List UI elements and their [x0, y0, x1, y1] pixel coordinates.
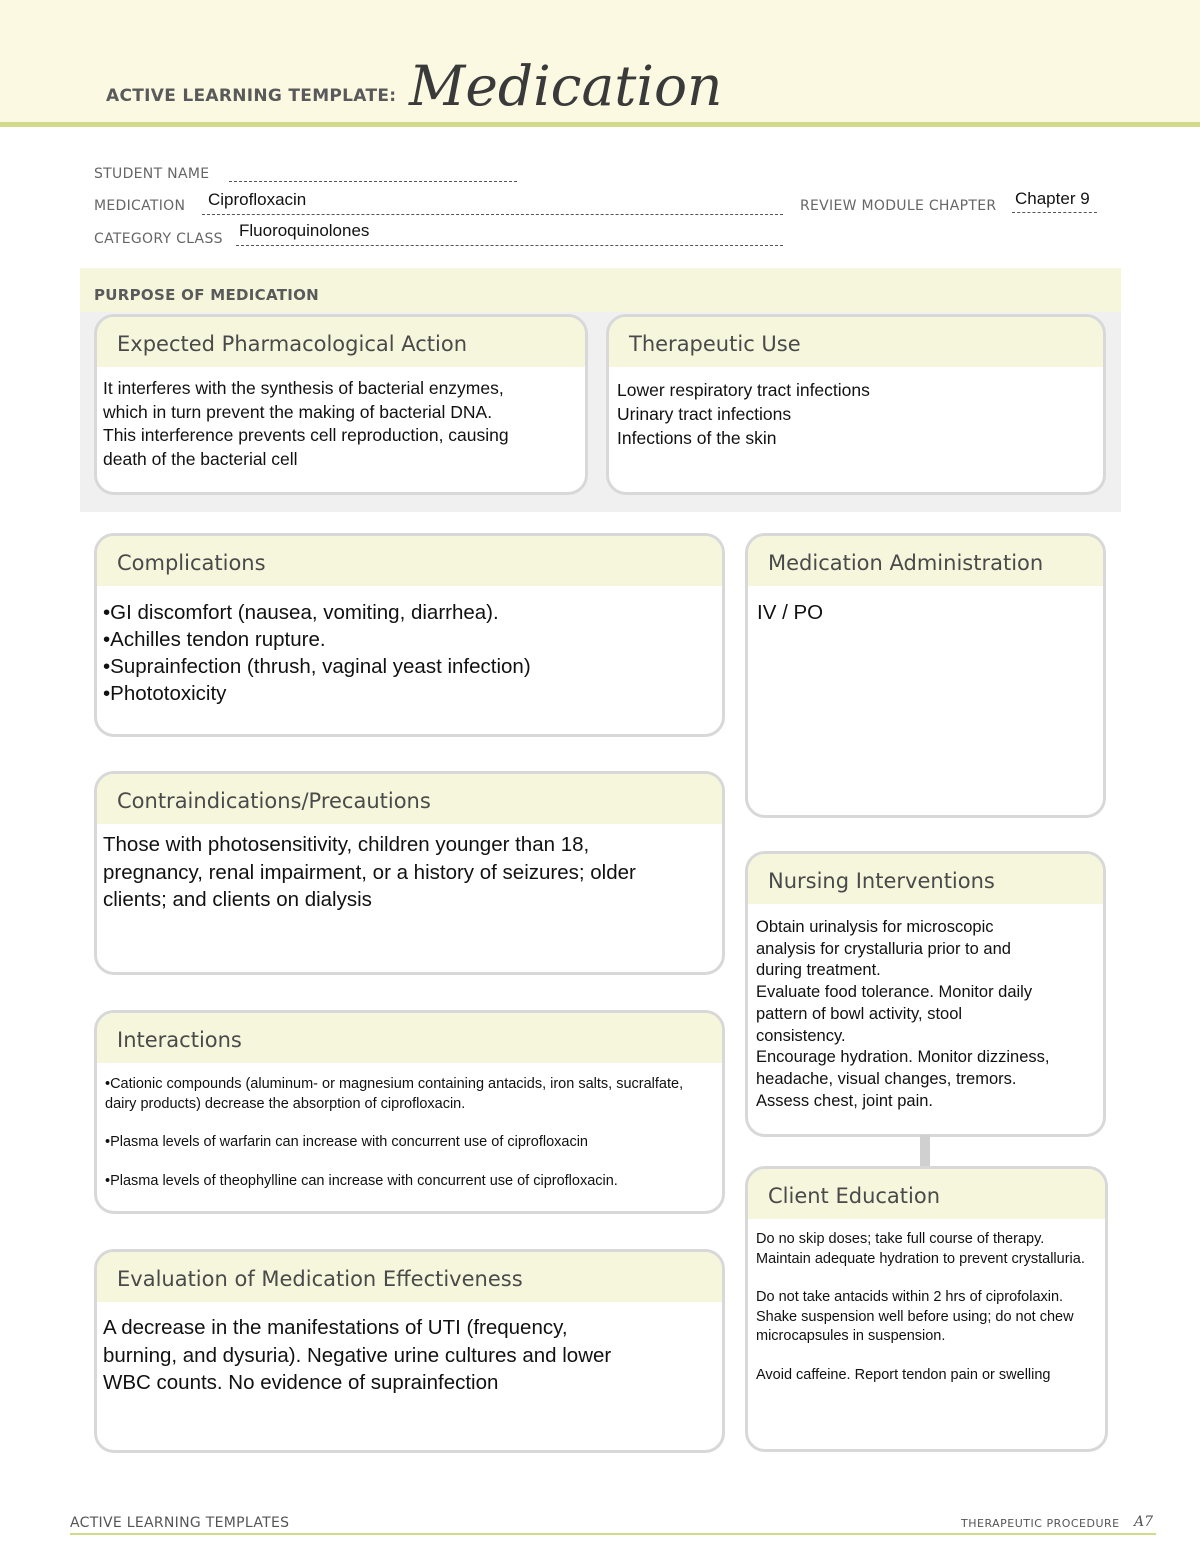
- purpose-label: PURPOSE OF MEDICATION: [94, 286, 320, 304]
- administration-content: [748, 586, 1103, 626]
- medication-value[interactable]: Ciprofloxacin: [208, 190, 307, 209]
- nursing-line: Encourage hydration. Monitor dizziness,: [756, 1048, 1050, 1067]
- review-module-line: [1012, 212, 1097, 213]
- evaluation-content: [97, 1302, 722, 1397]
- medication-label: MEDICATION: [94, 198, 186, 214]
- client-education-title: Client Education: [748, 1169, 1105, 1219]
- medication-line: [202, 214, 783, 215]
- header-rule: [0, 122, 1200, 127]
- client-education-box: [745, 1166, 1108, 1452]
- nursing-line: Assess chest, joint pain.: [756, 1091, 934, 1110]
- complication-item: •Suprainfection (thrush, vaginal yeast infection): [103, 655, 531, 678]
- footer-left-text: ACTIVE LEARNING TEMPLATES: [70, 1515, 290, 1531]
- footer-page-number: A7: [1134, 1514, 1154, 1530]
- nursing-line: during treatment.: [756, 961, 881, 980]
- complication-item: •Achilles tendon rupture.: [103, 628, 326, 651]
- nursing-line: Evaluate food tolerance. Monitor daily: [756, 983, 1033, 1002]
- nursing-line: headache, visual changes, tremors.: [756, 1069, 1017, 1088]
- expected-action-line: death of the bacterial cell: [103, 448, 298, 469]
- complications-content: [97, 586, 722, 707]
- page-title: Medication: [409, 54, 723, 118]
- footer-rule: [70, 1533, 1156, 1535]
- review-module-label: REVIEW MODULE CHAPTER: [800, 198, 997, 214]
- complications-box: [94, 533, 725, 737]
- administration-box: [745, 533, 1106, 818]
- contraindication-line: Those with photosensitivity, children younger than 18,: [103, 833, 590, 856]
- evaluation-line: burning, and dysuria). Negative urine cultures and lower: [103, 1343, 612, 1367]
- contraindications-title: Contraindications/Precautions: [97, 774, 722, 824]
- therapeutic-use-line: Urinary tract infections: [617, 404, 792, 424]
- contraindications-box: [94, 771, 725, 975]
- expected-action-line: It interferes with the synthesis of bacterial enzymes,: [103, 378, 504, 398]
- student-name-line[interactable]: [229, 181, 517, 182]
- interactions-box: [94, 1010, 725, 1214]
- category-class-line: [236, 245, 783, 246]
- therapeutic-use-content: [609, 367, 1103, 450]
- nursing-line: analysis for crystalluria prior to and: [756, 939, 1011, 958]
- contraindications-content: [97, 824, 722, 914]
- administration-route: IV / PO: [757, 601, 824, 624]
- expected-action-content: [97, 367, 585, 471]
- evaluation-box: [94, 1249, 725, 1453]
- footer-right-text: THERAPEUTIC PROCEDURE: [961, 1517, 1120, 1530]
- therapeutic-use-line: Infections of the skin: [617, 428, 777, 448]
- complication-item: •Phototoxicity: [103, 682, 227, 705]
- interactions-title: Interactions: [97, 1013, 722, 1063]
- administration-title: Medication Administration: [748, 536, 1103, 586]
- expected-action-line: This interference prevents cell reproduction, causing: [103, 425, 509, 445]
- evaluation-title: Evaluation of Medication Effectiveness: [97, 1252, 722, 1302]
- client-education-paragraph: Do not take antacids within 2 hrs of ciprofolaxin. Shake suspension well before using; do not chew microcapsules in suspension.: [756, 1289, 1074, 1344]
- expected-action-box: [94, 314, 588, 495]
- interactions-content: [97, 1063, 722, 1191]
- complications-title: Complications: [97, 536, 722, 586]
- nursing-line: Obtain urinalysis for microscopic: [756, 918, 994, 936]
- therapeutic-use-box: [606, 314, 1106, 495]
- template-label: ACTIVE LEARNING TEMPLATE:: [106, 86, 397, 106]
- nursing-interventions-box: [745, 851, 1106, 1137]
- nursing-line: pattern of bowl activity, stool: [756, 1004, 963, 1023]
- therapeutic-use-line: Lower respiratory tract infections: [617, 380, 870, 400]
- interaction-item: •Plasma levels of warfarin can increase with concurrent use of ciprofloxacin: [105, 1134, 588, 1150]
- category-class-value[interactable]: Fluoroquinolones: [239, 221, 370, 240]
- client-education-content: [748, 1219, 1105, 1385]
- expected-action-title: Expected Pharmacological Action: [97, 317, 585, 367]
- therapeutic-use-title: Therapeutic Use: [609, 317, 1103, 367]
- expected-action-line: which in turn prevent the making of bacterial DNA.: [103, 401, 493, 422]
- review-module-value[interactable]: Chapter 9: [1015, 189, 1090, 208]
- client-education-paragraph: Avoid caffeine. Report tendon pain or swelling: [756, 1366, 1051, 1383]
- student-name-label: STUDENT NAME: [94, 166, 210, 182]
- nursing-line: consistency.: [756, 1026, 846, 1045]
- complication-item: •GI discomfort (nausea, vomiting, diarrhea).: [103, 601, 499, 624]
- client-education-paragraph: Do no skip doses; take full course of therapy. Maintain adequate hydration to prevent crystalluria.: [756, 1231, 1085, 1267]
- contraindication-line: clients; and clients on dialysis: [103, 888, 372, 911]
- interaction-item: •Plasma levels of theophylline can increase with concurrent use of ciprofloxacin.: [105, 1172, 618, 1189]
- box-connector: [920, 1135, 930, 1167]
- evaluation-line: A decrease in the manifestations of UTI (frequency,: [103, 1316, 568, 1339]
- evaluation-line: WBC counts. No evidence of suprainfection: [103, 1371, 499, 1394]
- interaction-item: •Cationic compounds (aluminum- or magnesium containing antacids, iron salts, sucralfate, dairy products) decrease the absorption of ciprofloxacin.: [105, 1076, 684, 1112]
- nursing-interventions-title: Nursing Interventions: [748, 854, 1103, 904]
- category-class-label: CATEGORY CLASS: [94, 231, 223, 247]
- contraindication-line: pregnancy, renal impairment, or a history of seizures; older: [103, 860, 636, 884]
- nursing-interventions-content: [748, 904, 1103, 1112]
